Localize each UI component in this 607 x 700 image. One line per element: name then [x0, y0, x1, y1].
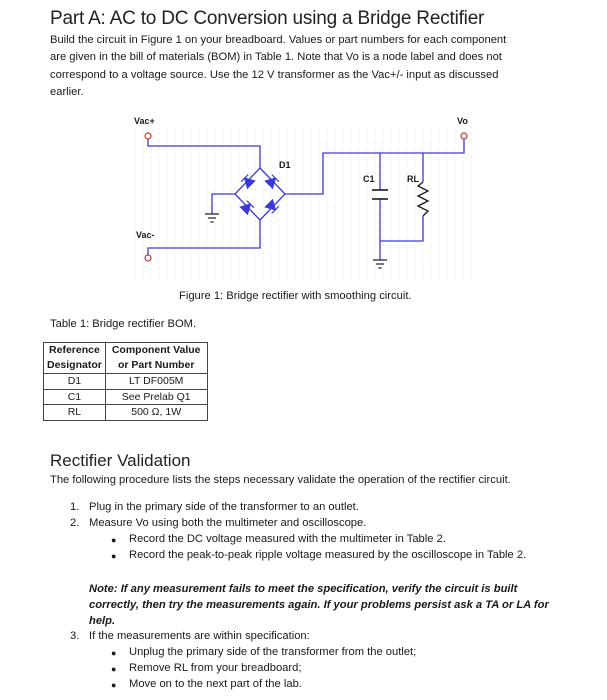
label-vo: Vo: [457, 116, 468, 126]
header-line: Reference: [49, 344, 100, 356]
intro-line: Build the circuit in Figure 1 on your breadboard. Values or part numbers for each component: [50, 34, 507, 46]
step-number: 2.: [70, 517, 80, 529]
bullet-text: Unplug the primary side of the transformer from the outlet;: [129, 646, 417, 658]
bullet-icon: ●: [111, 535, 117, 545]
cell-designator: D1: [44, 374, 106, 390]
bullet-icon: ●: [111, 680, 117, 690]
table-caption: Table 1: Bridge rectifier BOM.: [50, 318, 197, 330]
step-number: 1.: [70, 501, 80, 513]
bullet-text: Record the DC voltage measured with the multimeter in Table 2.: [129, 533, 446, 545]
intro-line: earlier.: [50, 86, 84, 99]
step-text: If the measurements are within specification:: [89, 630, 310, 642]
table-row: [44, 389, 208, 405]
intro-line: are given in the bill of materials (BOM) in Table 1. Note that Vo is a node label and does not: [50, 51, 502, 64]
label-rl: RL: [407, 174, 419, 184]
cell-value: 500 Ω, 1W: [105, 405, 207, 421]
node-vac-plus: [145, 133, 151, 139]
step-text: Measure Vo using both the multimeter and oscilloscope.: [89, 517, 367, 529]
table-row: [44, 374, 208, 390]
cell-designator: RL: [44, 405, 106, 421]
bom-table: [43, 342, 208, 421]
header-line: Component Value: [111, 344, 201, 356]
bullet-text: Remove RL from your breadboard;: [129, 662, 302, 674]
section-heading: Rectifier Validation: [50, 451, 191, 470]
note-block: [89, 581, 569, 629]
note-line: help.: [89, 615, 116, 627]
header-component-value: [105, 343, 207, 374]
grid-background: [128, 128, 473, 278]
label-vac-minus: Vac-: [136, 230, 155, 240]
cell-value: LT DF005M: [105, 374, 207, 390]
figure-caption: Figure 1: Bridge rectifier with smoothing circuit.: [179, 290, 412, 302]
node-vac-minus: [145, 255, 151, 261]
header-line: or Part Number: [117, 359, 195, 371]
intro-line: correspond to a voltage source. Use the 12 V transformer as the Vac+/- input as discussed: [50, 68, 499, 81]
label-c1: C1: [363, 174, 375, 184]
section-intro: The following procedure lists the steps necessary validate the operation of the rectifier circuit.: [50, 474, 511, 486]
cell-value: See Prelab Q1: [105, 389, 207, 405]
intro-paragraph: [50, 32, 570, 102]
header-line: Designator: [47, 359, 102, 371]
table-row: [44, 405, 208, 421]
header-reference-designator: [44, 343, 106, 374]
node-vo: [461, 133, 467, 139]
label-vac-plus: Vac+: [134, 116, 155, 126]
note-line: correctly, then try the measurements again. If your problems persist ask a TA or LA for: [89, 599, 549, 611]
step-number: 3.: [70, 630, 80, 642]
circuit-diagram: [118, 108, 488, 283]
label-d1: D1: [279, 160, 291, 170]
table-header-row: [44, 343, 208, 374]
bullet-icon: ●: [111, 664, 117, 674]
bullet-text: Move on to the next part of the lab.: [129, 678, 302, 690]
bullet-text: Record the peak-to-peak ripple voltage measured by the oscilloscope in Table 2.: [129, 549, 527, 561]
step-text: Plug in the primary side of the transformer to an outlet.: [89, 501, 359, 513]
cell-designator: C1: [44, 389, 106, 405]
bullet-icon: ●: [111, 551, 117, 561]
page-title: Part A: AC to DC Conversion using a Bridge Rectifier: [50, 8, 485, 29]
bullet-icon: ●: [111, 648, 117, 658]
note-line: Note: If any measurement fails to meet the specification, verify the circuit is built: [89, 583, 518, 595]
